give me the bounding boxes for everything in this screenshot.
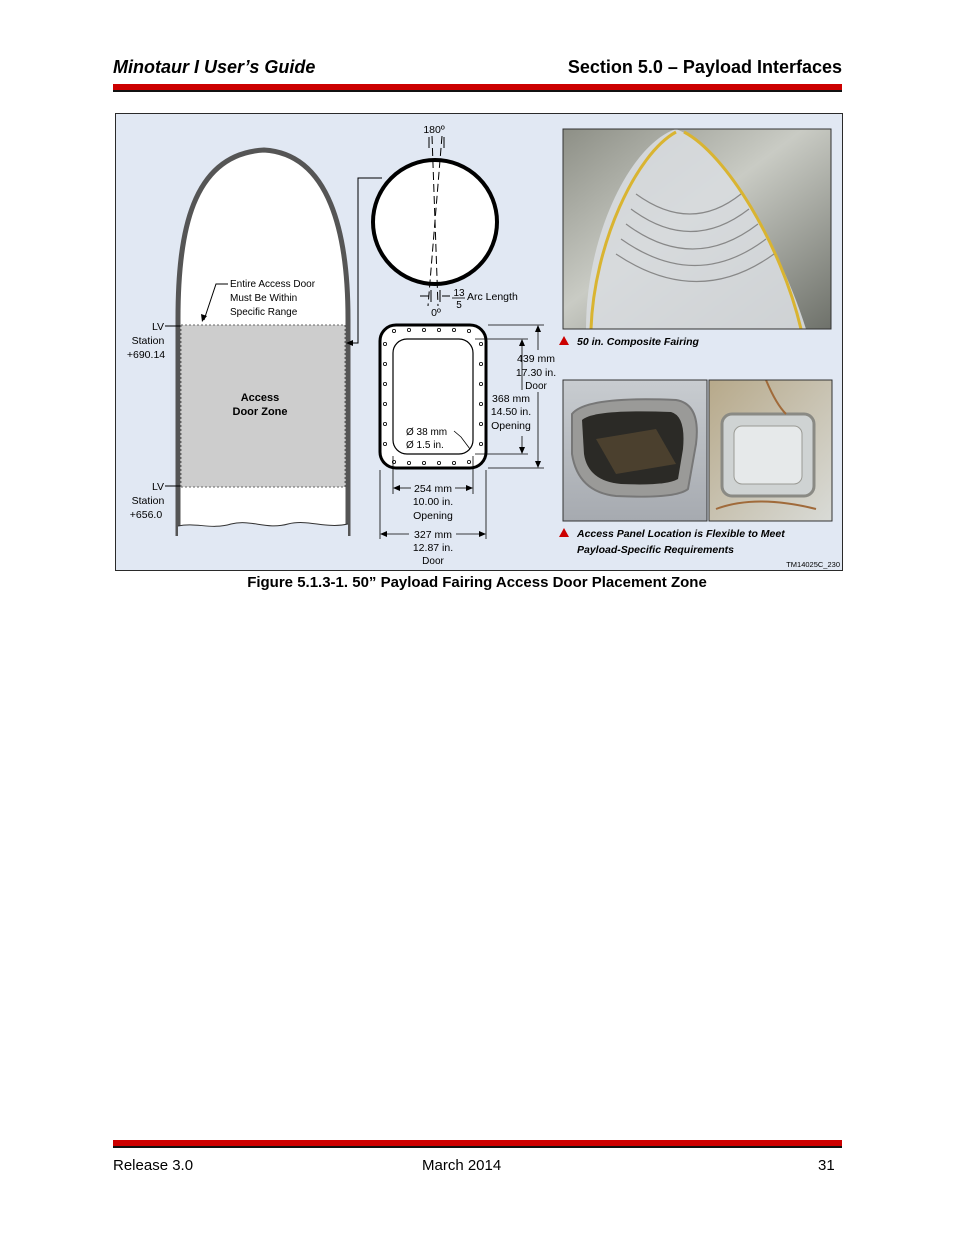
photo-installed-panel [709, 380, 832, 521]
opening-height-1: 368 mm [492, 393, 530, 405]
door-height-2: 17.30 in. [515, 367, 557, 379]
corner-dim-1: Ø 38 mm [406, 427, 448, 438]
lv-station-labels [127, 321, 180, 521]
footer-date: March 2014 [422, 1157, 502, 1174]
opening-width-2: 10.00 in. [412, 496, 454, 508]
photo-caption-2a: Access Panel Location is Flexible to Meet [577, 528, 785, 540]
figure-panel [115, 113, 843, 571]
figure-id: TM14025C_230 [786, 560, 840, 569]
figure-drawing [116, 114, 842, 570]
document-title: Minotaur I User’s Guide [113, 57, 316, 77]
angle-0: 0º [431, 307, 441, 319]
section-title: Section 5.0 – Payload Interfaces [567, 57, 842, 77]
header-rule [113, 84, 842, 92]
note-line-2: Must Be Within [230, 293, 298, 304]
photo-access-panel [563, 380, 707, 521]
note-line-1: Entire Access Door [230, 279, 316, 290]
note-line-3: Specific Range [230, 307, 298, 318]
lv-top-1: LV [151, 321, 165, 333]
fairing-top-view [373, 124, 518, 319]
arc-den: 5 [456, 300, 462, 311]
photo-caption-1: 50 in. Composite Fairing [577, 336, 699, 348]
corner-dim-2: Ø 1.5 in. [406, 440, 444, 451]
door-width-2: 12.87 in. [412, 542, 454, 554]
lv-bot-1: LV [151, 481, 165, 493]
zone-label-1: Access [240, 392, 280, 404]
figure-caption: Figure 5.1.3-1. 50” Payload Fairing Access Door Placement Zone [247, 574, 707, 591]
opening-width-3: Opening [413, 510, 453, 522]
door-width-1: 327 mm [414, 529, 452, 541]
door-height-1: 439 mm [517, 353, 555, 365]
lv-bot-2: Station [131, 495, 165, 507]
lv-top-3: +690.14 [126, 349, 166, 361]
access-door-drawing [380, 325, 486, 468]
opening-width-1: 254 mm [414, 483, 452, 495]
caption-marker-1 [559, 336, 569, 345]
lv-bot-3: +656.0 [129, 509, 163, 521]
opening-height-2: 14.50 in. [490, 406, 532, 418]
arc-num: 13 [453, 288, 465, 299]
horizontal-dimensions [380, 456, 486, 567]
photo-composite-fairing [563, 129, 831, 329]
page-number: 31 [818, 1157, 835, 1174]
angle-180: 180º [423, 124, 445, 136]
arc-length-label: Arc Length [467, 291, 518, 303]
zone-label-2: Door Zone [232, 406, 288, 418]
door-height-3: Door [525, 381, 547, 392]
opening-height-3: Opening [491, 420, 531, 432]
lv-top-2: Station [131, 335, 165, 347]
footer-rule [113, 1140, 842, 1148]
footer-release: Release 3.0 [113, 1157, 194, 1174]
door-width-3: Door [422, 556, 444, 567]
photo-caption-2b: Payload-Specific Requirements [577, 544, 734, 556]
caption-marker-2 [559, 528, 569, 537]
fairing-outline [178, 150, 348, 538]
